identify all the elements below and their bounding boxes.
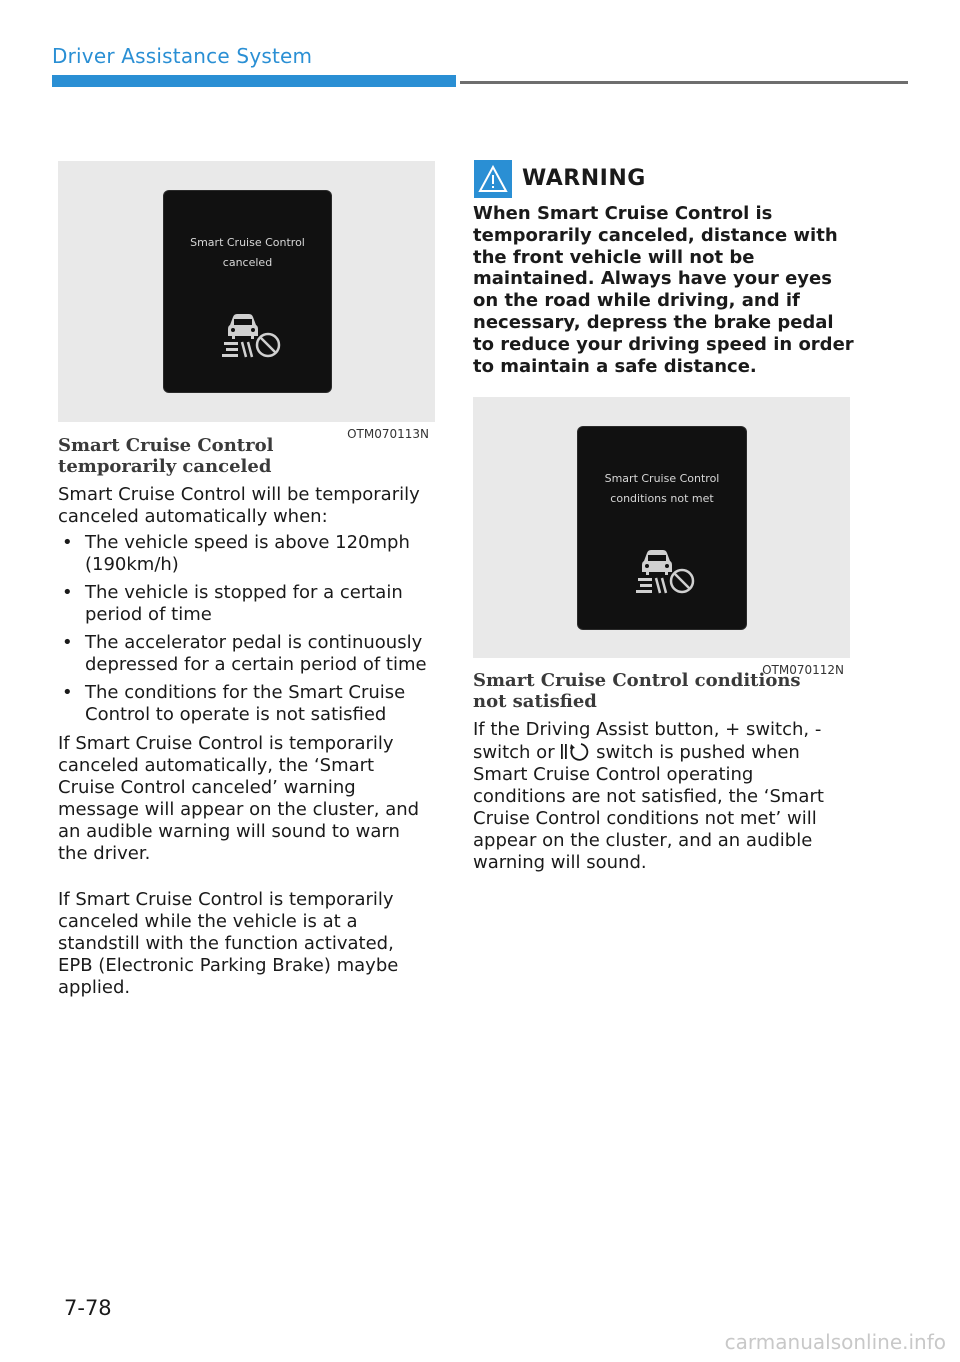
heading-conditions-not-satisfied: Smart Cruise Control conditions not satisfied xyxy=(473,670,801,712)
page-number: 7-78 xyxy=(64,1296,112,1320)
pause-resume-switch-icon xyxy=(560,741,590,761)
car-cancel-icon xyxy=(636,547,698,597)
screen-line-2: conditions not met xyxy=(610,492,714,505)
warning-text: When Smart Cruise Control is temporarily canceled, distance with the front vehicle will not be maintained. Always have your eyes on the road while driving, and if necessary, depress the brake pedal to reduce your driving speed in order to maintain a safe distance. xyxy=(473,203,854,377)
intro-paragraph: Smart Cruise Control will be temporarily canceled automatically when: xyxy=(58,484,420,527)
screen-line-1: Smart Cruise Control xyxy=(604,472,720,485)
paragraph-part-1: If the Driving Assist button, + switch, - switch or xyxy=(473,719,822,763)
warning-title: WARNING xyxy=(522,166,646,191)
figure-code: OTM070112N xyxy=(762,663,844,677)
list-item: • The vehicle speed is above 120mph (190km/h) xyxy=(58,532,440,576)
cancel-conditions-list xyxy=(58,532,440,732)
header-accent-bar xyxy=(52,75,456,87)
list-item: • The conditions for the Smart Cruise Control to operate is not satisfied xyxy=(58,682,440,726)
figure-conditions-not-met xyxy=(473,397,850,677)
watermark: carmanualsonline.info xyxy=(724,1330,946,1354)
screen-line-2: canceled xyxy=(222,256,273,269)
header-rule xyxy=(460,81,908,84)
warning-triangle-icon xyxy=(474,160,512,198)
paragraph-standstill-epb: If Smart Cruise Control is temporarily canceled while the vehicle is at a standstill with the function activated, EPB (Electronic Parking Brake) maybe applied. xyxy=(58,889,399,998)
list-item: • The vehicle is stopped for a certain period of time xyxy=(58,582,440,626)
conditions-paragraph xyxy=(473,719,843,874)
screen-line-1: Smart Cruise Control xyxy=(190,236,305,249)
paragraph-part-2: switch is pushed when Smart Cruise Control operating conditions are not satisfied, the ‘Smart Cruise Control conditions not met’ will appear on the cluster, and an audible warning will sound. xyxy=(473,742,824,873)
car-cancel-icon xyxy=(222,311,284,361)
figure-cruise-canceled xyxy=(58,161,435,441)
paragraph-canceled-message: If Smart Cruise Control is temporarily canceled automatically, the ‘Smart Cruise Control canceled’ warning message will appear on the cluster, and an audible warning will sound to warn the driver. xyxy=(58,733,420,864)
heading-temporarily-canceled: Smart Cruise Control temporarily canceled xyxy=(58,435,274,477)
section-title: Driver Assistance System xyxy=(52,44,313,68)
list-item: • The accelerator pedal is continuously depressed for a certain period of time xyxy=(58,632,440,676)
figure-code: OTM070113N xyxy=(347,427,429,441)
cluster-screen xyxy=(164,191,331,392)
cluster-screen xyxy=(578,427,746,629)
